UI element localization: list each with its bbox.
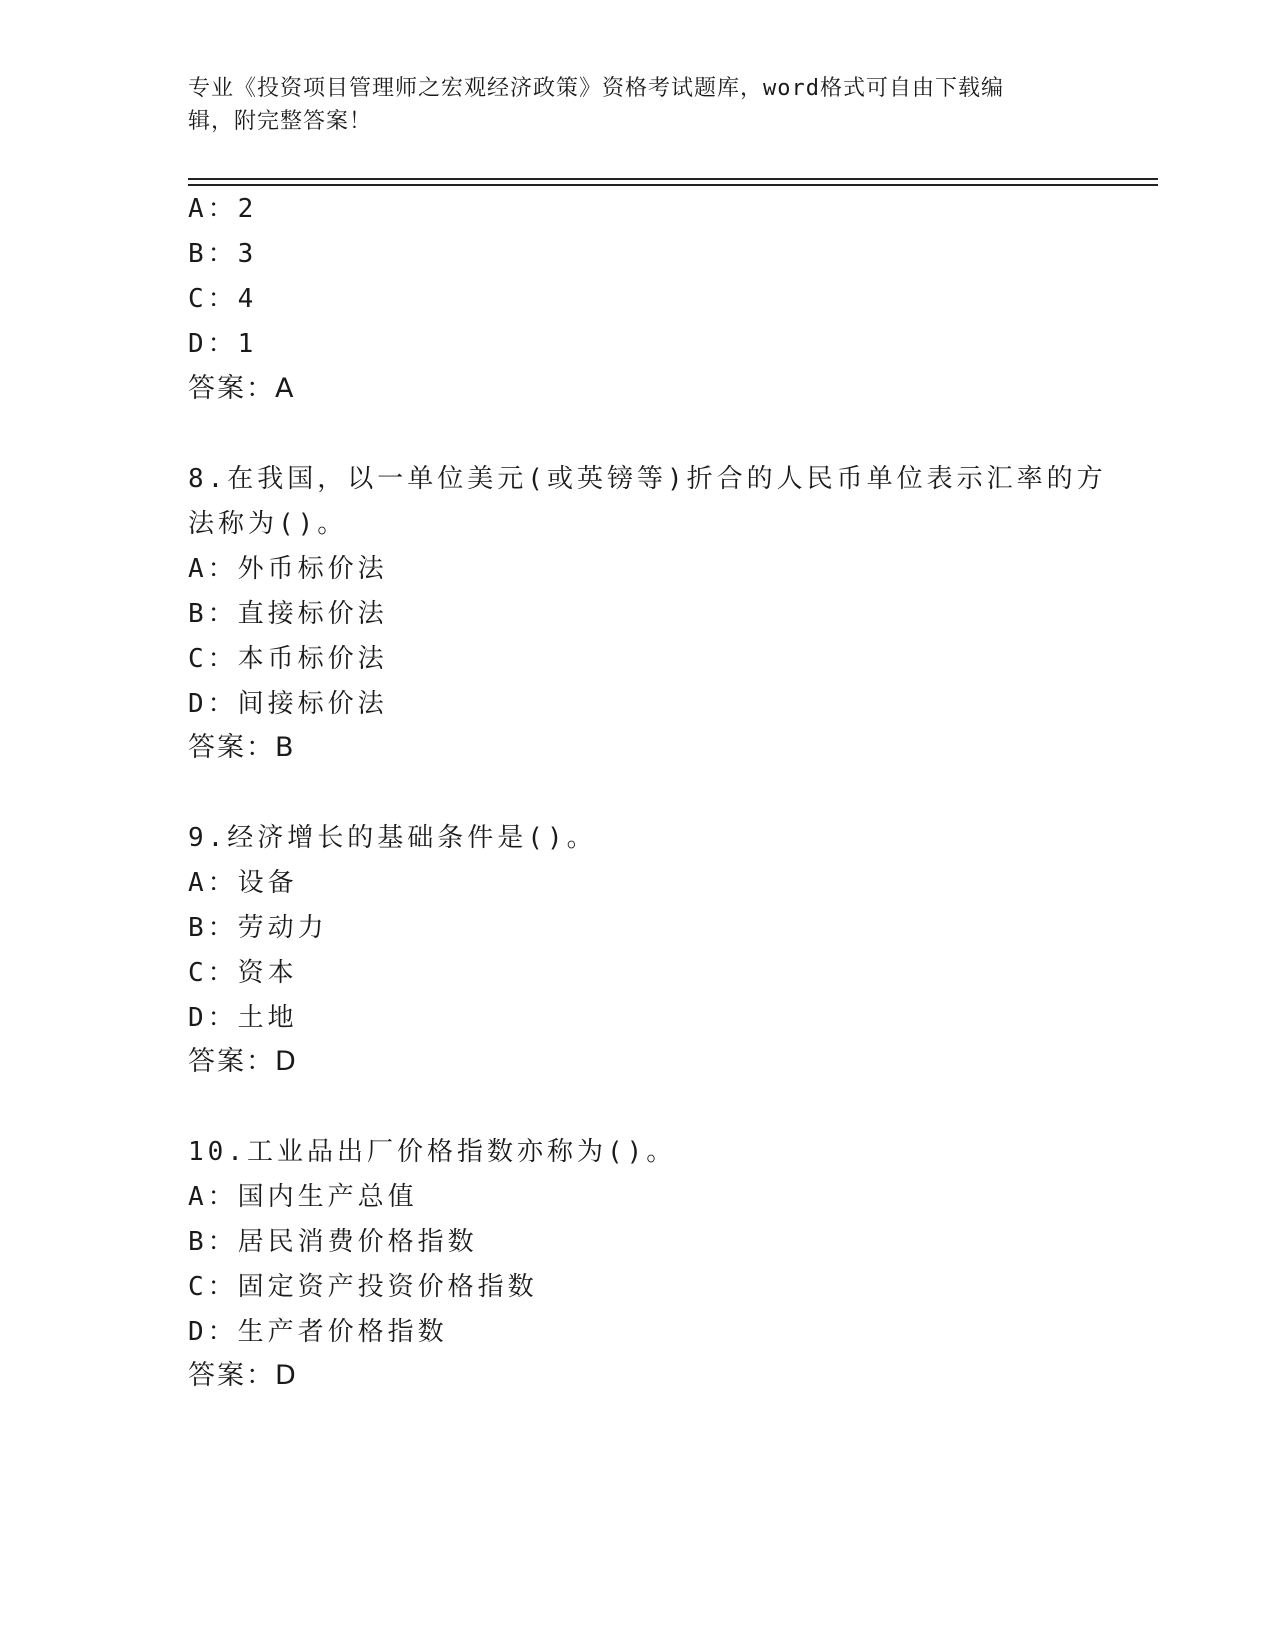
q10-answer: 答案：D bbox=[188, 1360, 298, 1391]
q8-stem-line-1: 8.在我国，以一单位美元(或英镑等)折合的人民币单位表示汇率的方 bbox=[188, 464, 1107, 494]
q9-option-d: D：土地 bbox=[188, 1003, 298, 1033]
header-line-2: 辑，附完整答案！ bbox=[188, 109, 373, 134]
q8-option-b: B：直接标价法 bbox=[188, 599, 388, 629]
header-divider-top bbox=[188, 178, 1158, 180]
q8-stem-line-2: 法称为()。 bbox=[188, 509, 348, 539]
q9-answer: 答案：D bbox=[188, 1046, 298, 1077]
q8-option-d: D：间接标价法 bbox=[188, 689, 388, 719]
q7-option-d: D：1 bbox=[188, 329, 258, 359]
q7-option-b: B：3 bbox=[188, 239, 258, 269]
q7-option-a: A：2 bbox=[188, 194, 258, 224]
q8-option-c: C：本币标价法 bbox=[188, 644, 388, 674]
header-line-1: 专业《投资项目管理师之宏观经济政策》资格考试题库，word格式可自由下载编 bbox=[188, 76, 1004, 101]
q7-option-c: C：4 bbox=[188, 284, 258, 314]
header-divider-bottom bbox=[188, 184, 1158, 186]
q8-answer: 答案：B bbox=[188, 732, 296, 763]
q9-stem-line-1: 9.经济增长的基础条件是()。 bbox=[188, 823, 597, 853]
q7-answer: 答案：A bbox=[188, 373, 296, 404]
q9-option-a: A：设备 bbox=[188, 868, 298, 898]
q10-stem-line-1: 10.工业品出厂价格指数亦称为()。 bbox=[188, 1137, 677, 1167]
q9-option-c: C：资本 bbox=[188, 958, 298, 988]
document-header bbox=[188, 72, 1088, 138]
q10-option-a: A：国内生产总值 bbox=[188, 1182, 418, 1212]
q10-option-d: D：生产者价格指数 bbox=[188, 1317, 448, 1347]
q9-option-b: B：劳动力 bbox=[188, 913, 328, 943]
q8-option-a: A：外币标价法 bbox=[188, 554, 388, 584]
q10-option-c: C：固定资产投资价格指数 bbox=[188, 1272, 538, 1302]
q10-option-b: B：居民消费价格指数 bbox=[188, 1227, 478, 1257]
